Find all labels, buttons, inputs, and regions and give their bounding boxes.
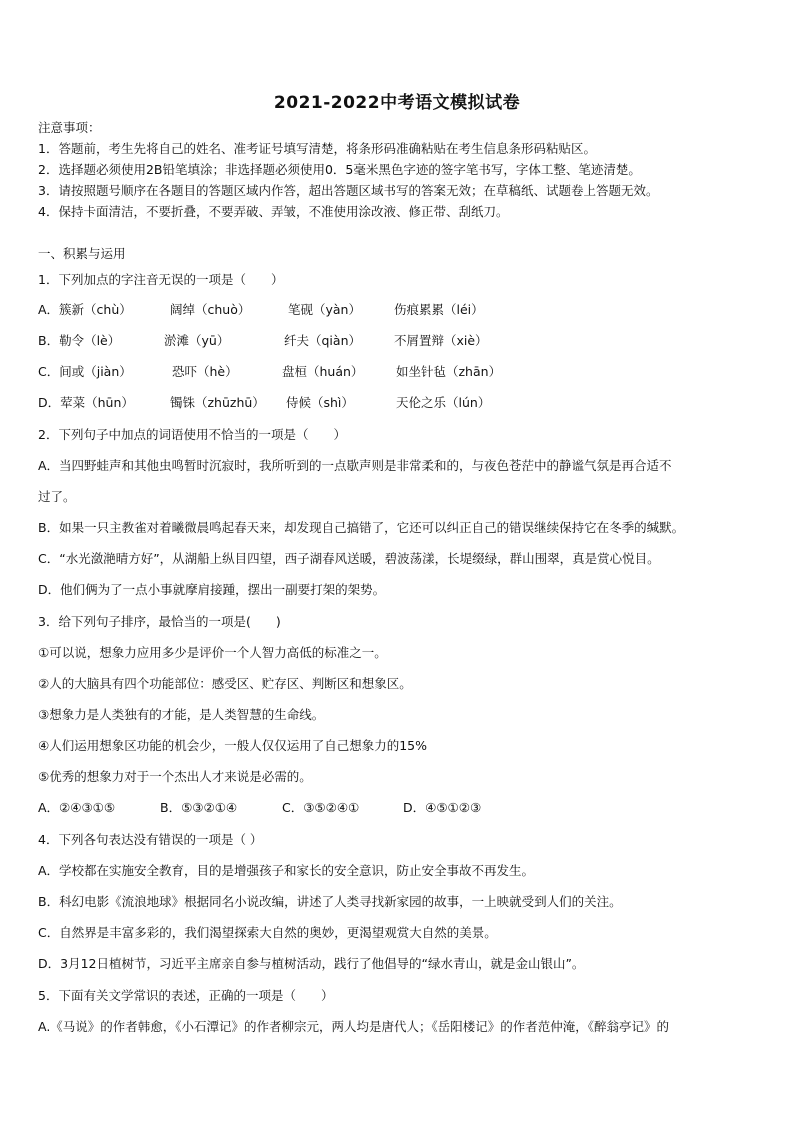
q3-option-b: B．⑤③②①④ <box>160 800 238 815</box>
section-heading: 一、积累与运用 <box>38 246 126 261</box>
q3-sentence-5: ⑤优秀的想象力对于一个杰出人才来说是必需的。 <box>38 769 312 784</box>
q1-option-c-4: 如坐针毡（zhān） <box>396 364 502 379</box>
note-item-1: 1．答题前，考生先将自己的姓名、准考证号填写清楚，将条形码准确粘贴在考生信息条形码粘贴区。 <box>38 141 596 156</box>
note-item-2: 2．选择题必须使用2B铅笔填涂；非选择题必须使用0．5毫米黑色字迹的签字笔书写，字体工整、笔迹清楚。 <box>38 162 641 177</box>
q1-option-b-1: B．勒令（lè） <box>38 333 121 348</box>
notes-heading: 注意事项： <box>38 120 101 135</box>
q1-option-a-1: A．簇新（chù） <box>38 302 132 317</box>
question-1-stem: 1．下列加点的字注音无误的一项是（ ） <box>38 272 284 287</box>
note-item-3: 3．请按照题号顺序在各题目的答题区域内作答，超出答题区域书写的答案无效；在草稿纸、试题卷上答题无效。 <box>38 183 659 198</box>
q1-option-b-4: 不屑置辩（xiè） <box>394 333 488 348</box>
question-4-stem: 4．下列各句表达没有错误的一项是（ ） <box>38 832 263 847</box>
question-5-stem: 5．下面有关文学常识的表述，正确的一项是（ ） <box>38 988 334 1003</box>
q1-option-a-2: 阔绰（chuò） <box>170 302 251 317</box>
q4-option-a: A．学校都在实施安全教育，目的是增强孩子和家长的安全意识，防止安全事故不再发生。 <box>38 863 535 878</box>
q1-option-d-4: 天伦之乐（lún） <box>396 395 491 410</box>
q2-option-c: C．“水光潋滟晴方好”，从湖船上纵目四望，西子湖春风送暖，碧波荡漾，长堤缀绿，群山围翠，真是赏心悦目。 <box>38 551 660 566</box>
q1-option-c-2: 恐吓（hè） <box>172 364 238 379</box>
question-2-stem: 2．下列句子中加点的词语使用不恰当的一项是（ ） <box>38 427 346 442</box>
q3-sentence-1: ①可以说，想象力应用多少是评价一个人智力高低的标准之一。 <box>38 645 387 660</box>
q3-option-d: D．④⑤①②③ <box>403 800 482 815</box>
q1-option-b-3: 纤夫（qiàn） <box>284 333 361 348</box>
q1-option-d-2: 镯铢（zhūzhū） <box>170 395 265 410</box>
q3-option-c: C．③⑤②④① <box>282 800 360 815</box>
q5-option-a: A.《马说》的作者韩愈，《小石潭记》的作者柳宗元，两人均是唐代人；《岳阳楼记》的作者范仲淹，《醉翁亭记》的 <box>38 1019 670 1034</box>
q3-sentence-3: ③想象力是人类独有的才能，是人类智慧的生命线。 <box>38 707 325 722</box>
q3-sentence-4: ④人们运用想象区功能的机会少，一般人仅仅运用了自己想象力的15% <box>38 738 427 753</box>
q3-sentence-2: ②人的大脑具有四个功能部位：感受区、贮存区、判断区和想象区。 <box>38 676 412 691</box>
q4-option-c: C．自然界是丰富多彩的，我们渴望探索大自然的奥妙，更渴望观赏大自然的美景。 <box>38 925 497 940</box>
q1-option-b-2: 淤滩（yū） <box>164 333 230 348</box>
q1-option-d-1: D．荤菜（hūn） <box>38 395 134 410</box>
q2-option-a-line-1: A．当四野蛙声和其他虫鸣暂时沉寂时，我所听到的一点歇声则是非常柔和的，与夜色苍茫中的静谧气氛是再合适不 <box>38 458 672 473</box>
q4-option-d: D．3月12日植树节，习近平主席亲自参与植树活动，践行了他倡导的“绿水青山，就是金山银山”。 <box>38 956 585 971</box>
q3-option-a: A．②④③①⑤ <box>38 800 116 815</box>
q2-option-a-line-2: 过了。 <box>38 489 76 504</box>
q1-option-c-3: 盘桓（huán） <box>282 364 364 379</box>
q1-option-c-1: C．间或（jiàn） <box>38 364 132 379</box>
q4-option-b: B．科幻电影《流浪地球》根据同名小说改编，讲述了人类寻找新家园的故事，一上映就受到人们的关注。 <box>38 894 622 909</box>
q1-option-a-4: 伤痕累累（léi） <box>394 302 484 317</box>
q1-option-a-3: 笔砚（yàn） <box>288 302 361 317</box>
q2-option-b: B．如果一只主教雀对着曦微晨鸣起春天来，却发现自己搞错了，它还可以纠正自己的错误继续保持它在冬季的缄默。 <box>38 520 685 535</box>
note-item-4: 4．保持卡面清洁，不要折叠，不要弄破、弄皱，不准使用涂改液、修正带、刮纸刀。 <box>38 204 509 219</box>
question-3-stem: 3．给下列句子排序，最恰当的一项是( ) <box>38 614 281 629</box>
q2-option-d: D．他们俩为了一点小事就摩肩接踵，摆出一副要打架的架势。 <box>38 582 386 597</box>
q1-option-d-3: 侍候（shì） <box>286 395 354 410</box>
page-title: 2021-2022中考语文模拟试卷 <box>273 93 521 113</box>
